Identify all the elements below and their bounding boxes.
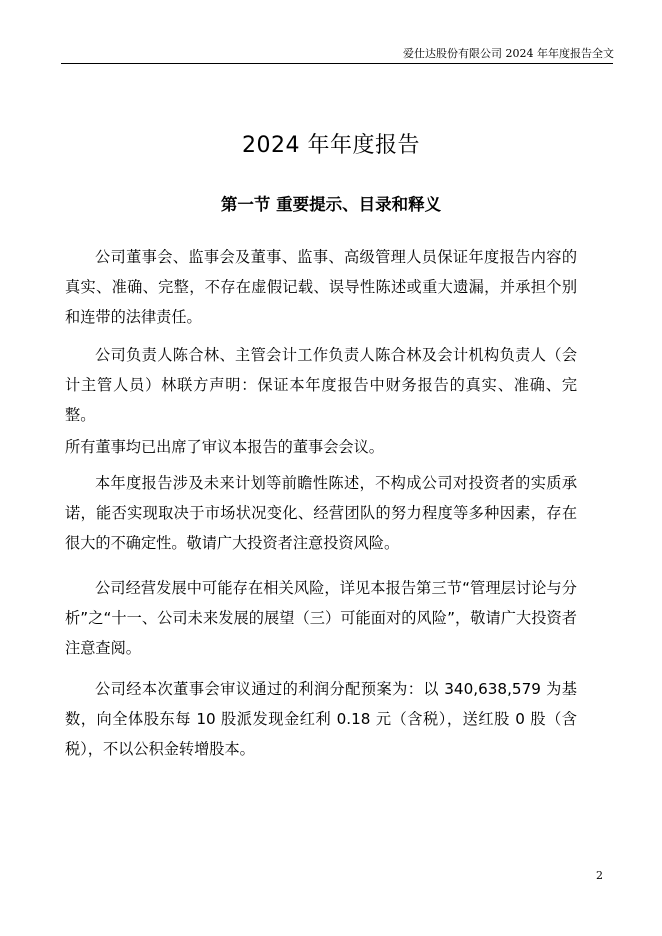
header-divider xyxy=(61,63,613,64)
paragraph-responsibility-statement: 公司董事会、监事会及董事、监事、高级管理人员保证年度报告内容的真实、准确、完整，不存在虚假记载、误导性陈述或重大遗漏，并承担个别和连带的法律责任。 xyxy=(65,248,577,326)
page-number: 2 xyxy=(596,869,603,882)
paragraph-forward-looking-statement: 本年度报告涉及未来计划等前瞻性陈述，不构成公司对投资者的实质承诺，能否实现取决于市场状况变化、经营团队的努力程度等多种因素，存在很大的不确定性。敬请广大投资者注意投资风险。 xyxy=(65,474,577,552)
paragraph-board-attendance: 所有董事均已出席了审议本报告的董事会会议。 xyxy=(65,438,384,456)
paragraph-financial-declaration: 公司负责人陈合林、主管会计工作负责人陈合林及会计机构负责人（会计主管人员）林联方声明：保证本年度报告中财务报告的真实、准确、完整。 xyxy=(65,346,577,424)
paragraph-risk-notice: 公司经营发展中可能存在相关风险，详见本报告第三节“管理层讨论与分析”之“十一、公司未来发展的展望（三）可能面对的风险”，敬请广大投资者注意查阅。 xyxy=(65,579,577,657)
running-header: 爱仕达股份有限公司 2024 年年度报告全文 xyxy=(403,47,614,60)
section-title: 第一节 重要提示、目录和释义 xyxy=(220,195,442,214)
document-title: 2024 年年度报告 xyxy=(242,133,420,158)
paragraph-profit-distribution: 公司经本次董事会审议通过的利润分配预案为：以 340,638,579 为基数，向全体股东每 10 股派发现金红利 0.18 元（含税），送红股 0 股（含税），不以公积金转增股本。 xyxy=(65,680,577,758)
